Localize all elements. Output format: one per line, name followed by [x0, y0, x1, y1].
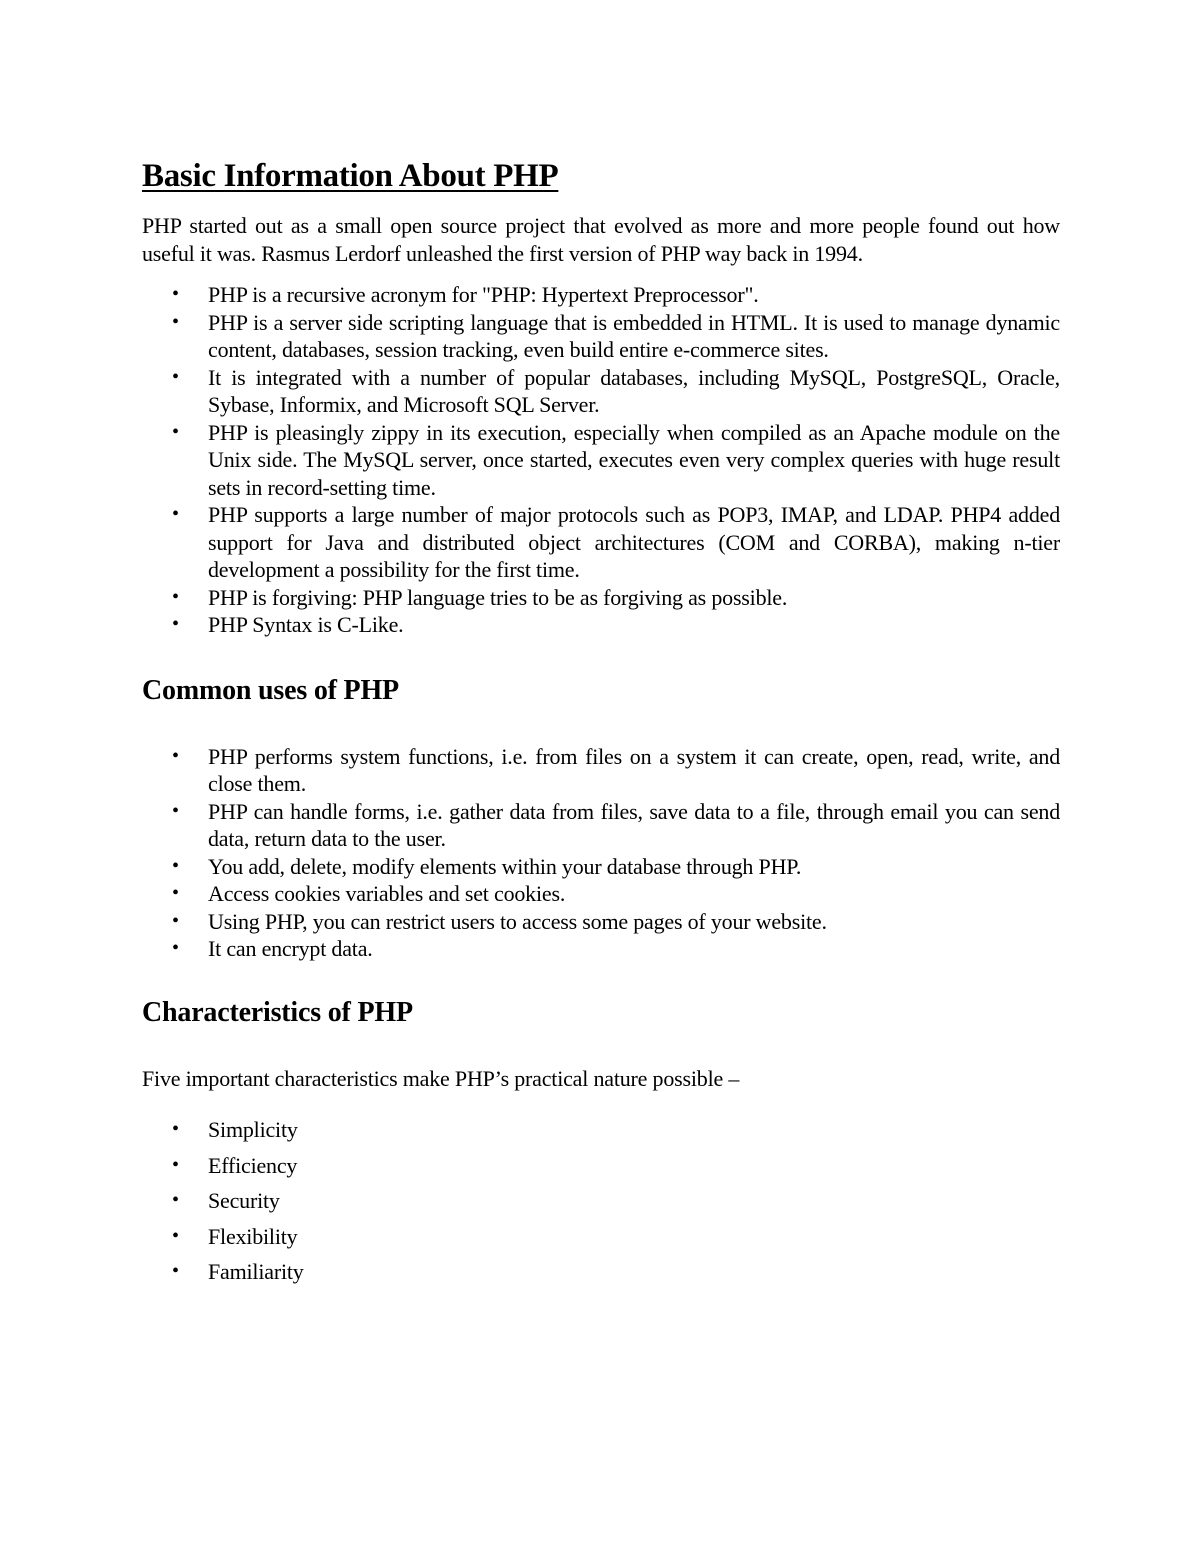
list-item: • PHP is a recursive acronym for "PHP: Hypertext Preprocessor".: [172, 282, 759, 307]
list-item: • PHP Syntax is C-Like.: [172, 612, 404, 637]
list-item: • Flexibility: [142, 1219, 1060, 1255]
list-item: • It can encrypt data.: [172, 936, 373, 961]
intro-paragraph: PHP started out as a small open source project that evolved as more and more people found out how useful it was. Rasmus Lerdorf unleashed the first version of PHP way back in 1994.: [142, 213, 1060, 266]
list-item: • Access cookies variables and set cookies.: [172, 881, 566, 906]
list-item: • PHP is a server side scripting language that is embedded in HTML. It is used to manage dynamic content, databases, session tracking, even build entire e-commerce sites.: [172, 309, 1060, 362]
list-item: • Security: [142, 1183, 1060, 1219]
bullet-icon: •: [172, 1189, 179, 1211]
basic-info-list: [142, 281, 1060, 639]
bullet-icon: •: [172, 937, 179, 959]
bullet-icon: •: [172, 283, 179, 305]
bullet-icon: •: [172, 799, 179, 822]
list-item: • PHP performs system functions, i.e. from files on a system it can create, open, read, write, and close them.: [172, 743, 1060, 796]
bullet-icon: •: [172, 365, 179, 388]
list-item: • Using PHP, you can restrict users to access some pages of your website.: [172, 908, 827, 934]
bullet-icon: •: [172, 503, 179, 525]
section-heading-characteristics: Characteristics of PHP: [142, 996, 413, 1028]
list-item: • Simplicity: [142, 1112, 1060, 1148]
bullet-icon: •: [172, 854, 179, 877]
bullet-icon: •: [172, 744, 179, 767]
list-item: • PHP supports a large number of major protocols such as POP3, IMAP, and LDAP. PHP4 added support for Java and distributed object architectures (COM and CORBA), making n-tier development a possibility for the first time.: [172, 502, 1060, 582]
bullet-icon: •: [172, 882, 179, 904]
list-item: • Efficiency: [142, 1148, 1060, 1184]
bullet-icon: •: [172, 420, 179, 443]
characteristics-intro: Five important characteristics make PHP’s practical nature possible –: [142, 1065, 740, 1091]
common-uses-list: [142, 743, 1060, 963]
document-page: [142, 150, 1060, 1290]
list-item: • PHP can handle forms, i.e. gather data from files, save data to a file, through email you can send data, return data to the user.: [172, 798, 1060, 851]
section-heading-common-uses: Common uses of PHP: [142, 674, 399, 706]
bullet-icon: •: [172, 1153, 179, 1176]
bullet-icon: •: [172, 310, 179, 333]
list-item: • PHP is forgiving: PHP language tries to be as forgiving as possible.: [172, 584, 788, 610]
bullet-icon: •: [172, 1260, 179, 1282]
list-item: • It is integrated with a number of popular databases, including MySQL, PostgreSQL, Oracle, Sybase, Informix, and Microsoft SQL Server.: [172, 364, 1060, 417]
list-item: • You add, delete, modify elements within your database through PHP.: [172, 853, 802, 879]
list-item: • PHP is pleasingly zippy in its execution, especially when compiled as an Apache module on the Unix side. The MySQL server, once started, executes even very complex queries with huge result sets in record-setting time.: [172, 419, 1060, 500]
list-item: • Familiarity: [142, 1254, 1060, 1290]
bullet-icon: •: [172, 585, 179, 608]
bullet-icon: •: [172, 909, 179, 932]
bullet-icon: •: [172, 613, 179, 635]
bullet-icon: •: [172, 1224, 179, 1247]
bullet-icon: •: [172, 1118, 179, 1140]
page-title: Basic Information About PHP: [142, 158, 559, 194]
characteristics-list: [142, 1112, 1060, 1290]
